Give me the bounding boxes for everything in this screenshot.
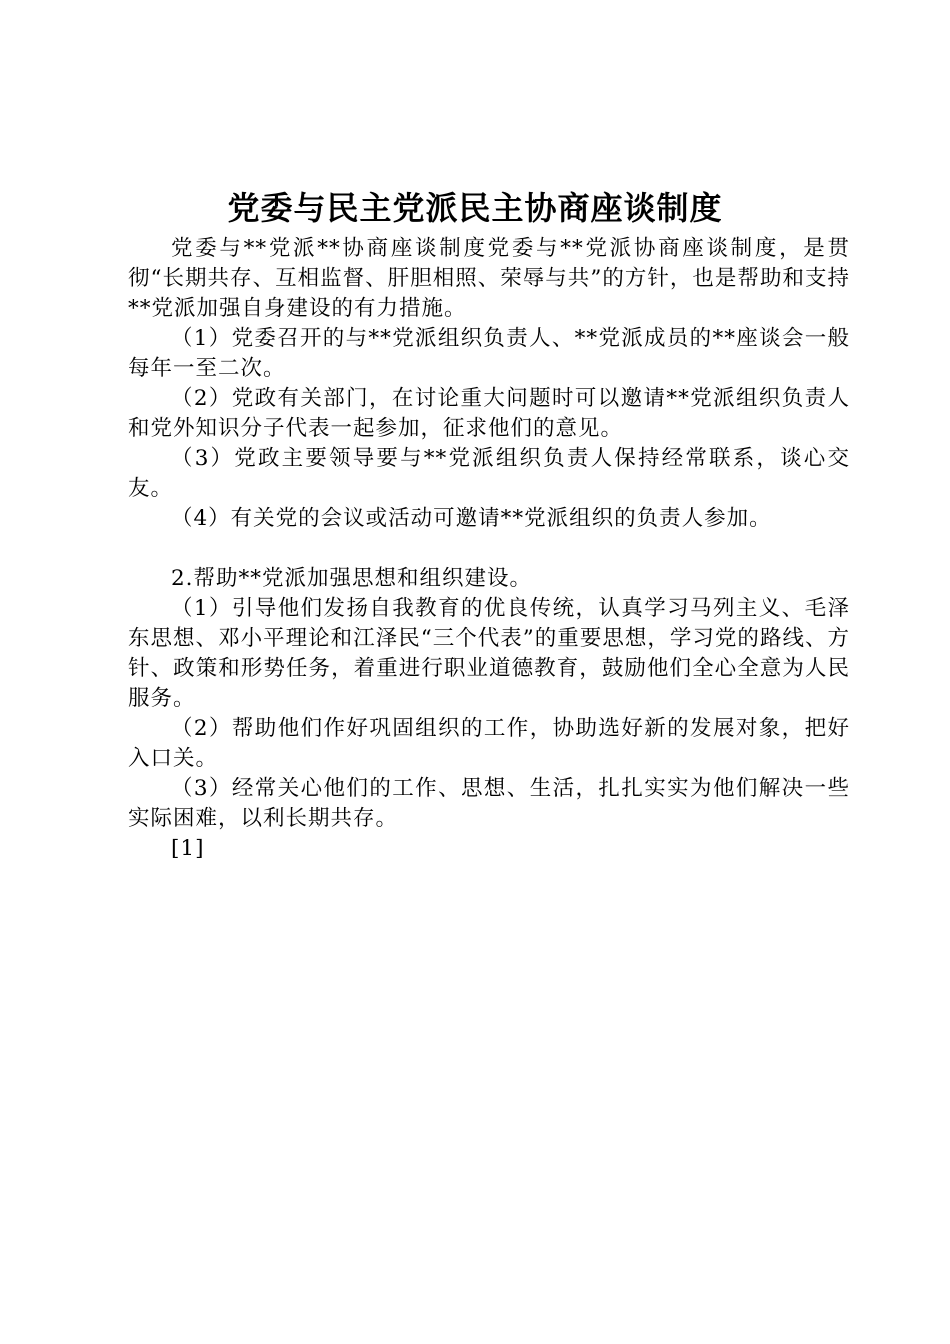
list-item-1: （1）党委召开的与**党派组织负责人、**党派成员的**座谈会一般每年一至二次。 bbox=[128, 326, 850, 381]
reference-mark: [1] bbox=[171, 836, 205, 861]
list-item-3: （3）党政主要领导要与**党派组织负责人保持经常联系，谈心交友。 bbox=[128, 446, 850, 501]
list-item-4: （4）有关党的会议或活动可邀请**党派组织的负责人参加。 bbox=[171, 506, 772, 531]
section2-item-2: （2）帮助他们作好巩固组织的工作，协助选好新的发展对象，把好入口关。 bbox=[128, 716, 850, 771]
paragraph-spacer bbox=[128, 534, 850, 564]
section2-item-1: （1）引导他们发扬自我教育的优良传统，认真学习马列主义、毛泽东思想、邓小平理论和江泽民“三个代表”的重要思想，学习党的路线、方针、政策和形势任务，着重进行职业道德教育，鼓励他们全心全意为人民服务。 bbox=[128, 596, 850, 711]
list-item-2: （2）党政有关部门，在讨论重大问题时可以邀请**党派组织负责人和党外知识分子代表一起参加，征求他们的意见。 bbox=[128, 386, 850, 441]
document-title: 党委与民主党派民主协商座谈制度 bbox=[227, 189, 723, 227]
section2-item-3: （3）经常关心他们的工作、思想、生活，扎扎实实为他们解决一些实际困难，以利长期共存。 bbox=[128, 776, 850, 831]
intro-paragraph: 党委与**党派**协商座谈制度党委与**党派协商座谈制度，是贯彻“长期共存、互相监督、肝胆相照、荣辱与共”的方针，也是帮助和支持**党派加强自身建设的有力措施。 bbox=[128, 236, 850, 321]
document-body bbox=[128, 234, 850, 864]
section-heading-2: 2.帮助**党派加强思想和组织建设。 bbox=[171, 566, 533, 591]
